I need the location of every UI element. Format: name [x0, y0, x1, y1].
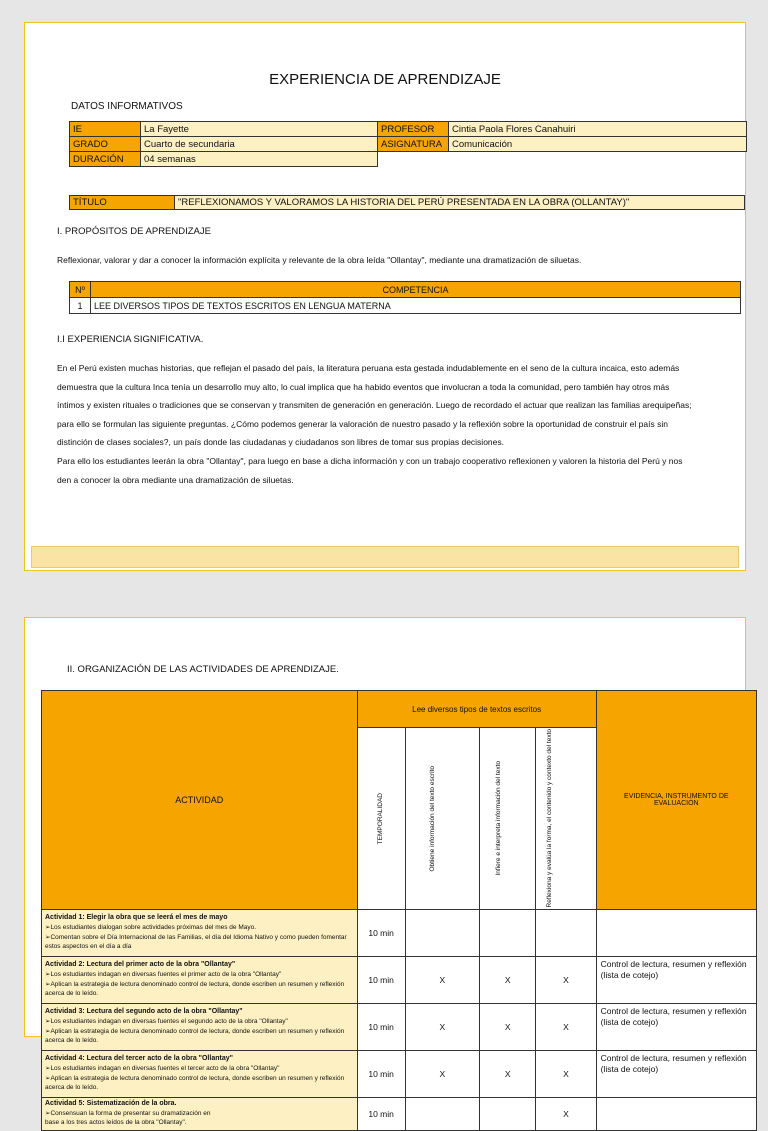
competencia-num: 1: [70, 298, 91, 314]
table-row: [42, 1050, 757, 1097]
check-cell: X: [536, 956, 596, 1003]
document-page-2: [24, 617, 747, 1127]
check-cell: X: [536, 1050, 596, 1097]
experiencia-line: demuestra que la cultura Inca tenía un desarrollo muy alto, lo cual implica que ha habido eventos que involucran a toda la comunidad, pero también hay otros más: [57, 381, 670, 392]
proposito-text: Reflexionar, valorar y dar a conocer la información explícita y relevante de la obra leída "Ollantay", mediante una dramatización de siluetas.: [57, 255, 582, 265]
activity-cell: Actividad 4: Lectura del tercer acto de la obra "Ollantay" ➢Los estudiantes indagan en diversas fuentes el tercer acto de la obra "Ollantay" ➢Aplican la estrategia de lectura denominado control de lectura, donde escriben un resumen y reflexión acerca de lo leído.: [42, 1050, 358, 1097]
evidencia-header: EVIDENCIA, INSTRUMENTO DE EVALUACIÓN: [596, 691, 756, 910]
evidence-cell: [596, 1097, 756, 1130]
competencia-num-header: Nº: [70, 282, 91, 298]
duracion-label: DURACIÓN: [70, 152, 141, 167]
capacity-3-header: Reflexiona y evalúa la forma, el contenido y contexto del texto: [536, 728, 596, 910]
profesor-value: Cintia Paola Flores Canahuiri: [449, 122, 747, 137]
evidence-cell: [596, 909, 756, 956]
evidence-cell: Control de lectura, resumen y reflexión (lista de cotejo): [596, 1003, 756, 1050]
activity-cell: Actividad 2: Lectura del primer acto de la obra "Ollantay" ➢Los estudiantes indagan en diversas fuentes el primer acto de la obra "Ollantay" ➢Aplican la estrategia de lectura denominado control de lectura, donde escriben un resumen y reflexión acerca de lo leído.: [42, 956, 358, 1003]
experiencia-line: íntimos y existen rituales o tradiciones que se conservan y transmiten de generación en generación. Luego de recordado el actuar que realizan las familias arequipeñas;: [57, 400, 692, 411]
check-cell: X: [536, 1097, 596, 1130]
titulo-label: TÍTULO: [70, 196, 175, 210]
info-table: [69, 121, 747, 167]
check-cell: X: [480, 956, 536, 1003]
grado-value: Cuarto de secundaria: [141, 137, 378, 152]
competencia-table: [69, 281, 741, 314]
empty-cell: [378, 152, 747, 167]
check-cell: [405, 909, 480, 956]
asignatura-label: ASIGNATURA: [378, 137, 449, 152]
evidence-cell: Control de lectura, resumen y reflexión (lista de cotejo): [596, 956, 756, 1003]
capacity-1-header: Obtiene información del texto escrito: [405, 728, 480, 910]
experiencia-paragraph: [57, 359, 747, 489]
time-cell: 10 min: [357, 956, 405, 1003]
check-cell: X: [405, 956, 480, 1003]
proposito-heading: I. PROPÓSITOS DE APRENDIZAJE: [57, 226, 211, 237]
check-cell: X: [536, 1003, 596, 1050]
page-title: EXPERIENCIA DE APRENDIZAJE: [269, 71, 501, 88]
experiencia-line: den a conocer la obra mediante una dramatización de siluetas.: [57, 474, 294, 485]
actividad-header: ACTIVIDAD: [42, 691, 358, 910]
titulo-value: "REFLEXIONAMOS Y VALORAMOS LA HISTORIA DEL PERÚ PRESENTADA EN LA OBRA (OLLANTAY)": [175, 196, 745, 210]
activity-cell: Actividad 5: Sistematización de la obra. ➢Consensuan la forma de presentar su dramatización en base a los tres actos leídos de la obra "Ollantay".: [42, 1097, 358, 1130]
document-page-1: [24, 22, 746, 571]
experiencia-line: para ello se formulan las siguiente preguntas. ¿Cómo podemos generar la valoración de nuestro pasado y la reflexión sobre la oportunidad de construir el país sin: [57, 418, 668, 429]
competence-group-header: Lee diversos tipos de textos escritos: [357, 691, 596, 728]
activity-cell: Actividad 1: Elegir la obra que se leerá el mes de mayo ➢Los estudiantes dialogan sobre actividades próximas del mes de Mayo. ➢Comentan sobre el Día Internacional de las Familias, el día del Idioma Nativo y como pueden fomentar estos aspectos en el día a día: [42, 909, 358, 956]
time-cell: 10 min: [357, 1003, 405, 1050]
ie-value: La Fayette: [141, 122, 378, 137]
grado-label: GRADO: [70, 137, 141, 152]
check-cell: [536, 909, 596, 956]
table-row: [42, 956, 757, 1003]
activity-cell: Actividad 3: Lectura del segundo acto de la obra "Ollantay" ➢Los estudiantes indagan en diversas fuentes el segundo acto de la obra "Ollantay" ➢Aplican la estrategia de lectura denominado control de lectura, donde escriben un resumen y reflexión acerca de lo leído.: [42, 1003, 358, 1050]
time-cell: 10 min: [357, 909, 405, 956]
capacity-2-header: Infiere e interpreta información del texto: [480, 728, 536, 910]
datos-label: DATOS INFORMATIVOS: [71, 101, 183, 112]
check-cell: [480, 1097, 536, 1130]
organizacion-heading: II. ORGANIZACIÓN DE LAS ACTIVIDADES DE APRENDIZAJE.: [67, 664, 339, 675]
experiencia-line: En el Perú existen muchas historias, que reflejan el pasado del país, la literatura peruana esta gestada indudablemente en el seno de la cultura incaica, esto además: [57, 363, 680, 373]
check-cell: X: [405, 1003, 480, 1050]
table-row: [42, 1097, 757, 1130]
check-cell: [480, 909, 536, 956]
competencia-value: LEE DIVERSOS TIPOS DE TEXTOS ESCRITOS EN LENGUA MATERNA: [91, 298, 741, 314]
check-cell: [405, 1097, 480, 1130]
table-row: [42, 1003, 757, 1050]
experiencia-line: Para ello los estudiantes leerán la obra "Ollantay", para luego en base a dicha información y con un trabajo cooperativo reflexionen y valoren la historia del Perú y nos: [57, 455, 683, 466]
temporalidad-header: TEMPORALIDAD: [357, 728, 405, 910]
evidence-cell: Control de lectura, resumen y reflexión (lista de cotejo): [596, 1050, 756, 1097]
time-cell: 10 min: [357, 1050, 405, 1097]
profesor-label: PROFESOR: [378, 122, 449, 137]
asignatura-value: Comunicación: [449, 137, 747, 152]
footer-band: [31, 546, 739, 568]
duracion-value: 04 semanas: [141, 152, 378, 167]
ie-label: IE: [70, 122, 141, 137]
titulo-table: [69, 195, 745, 210]
experiencia-line: distinción de clases sociales?, un país donde las ciudadanas y ciudadanos son libres de tomar sus propias decisiones.: [57, 437, 504, 448]
experiencia-heading: I.I EXPERIENCIA SIGNIFICATIVA.: [57, 334, 204, 345]
table-row: [42, 909, 757, 956]
activities-table: [41, 690, 757, 1131]
check-cell: X: [480, 1050, 536, 1097]
check-cell: X: [480, 1003, 536, 1050]
check-cell: X: [405, 1050, 480, 1097]
competencia-header: COMPETENCIA: [91, 282, 741, 298]
time-cell: 10 min: [357, 1097, 405, 1130]
